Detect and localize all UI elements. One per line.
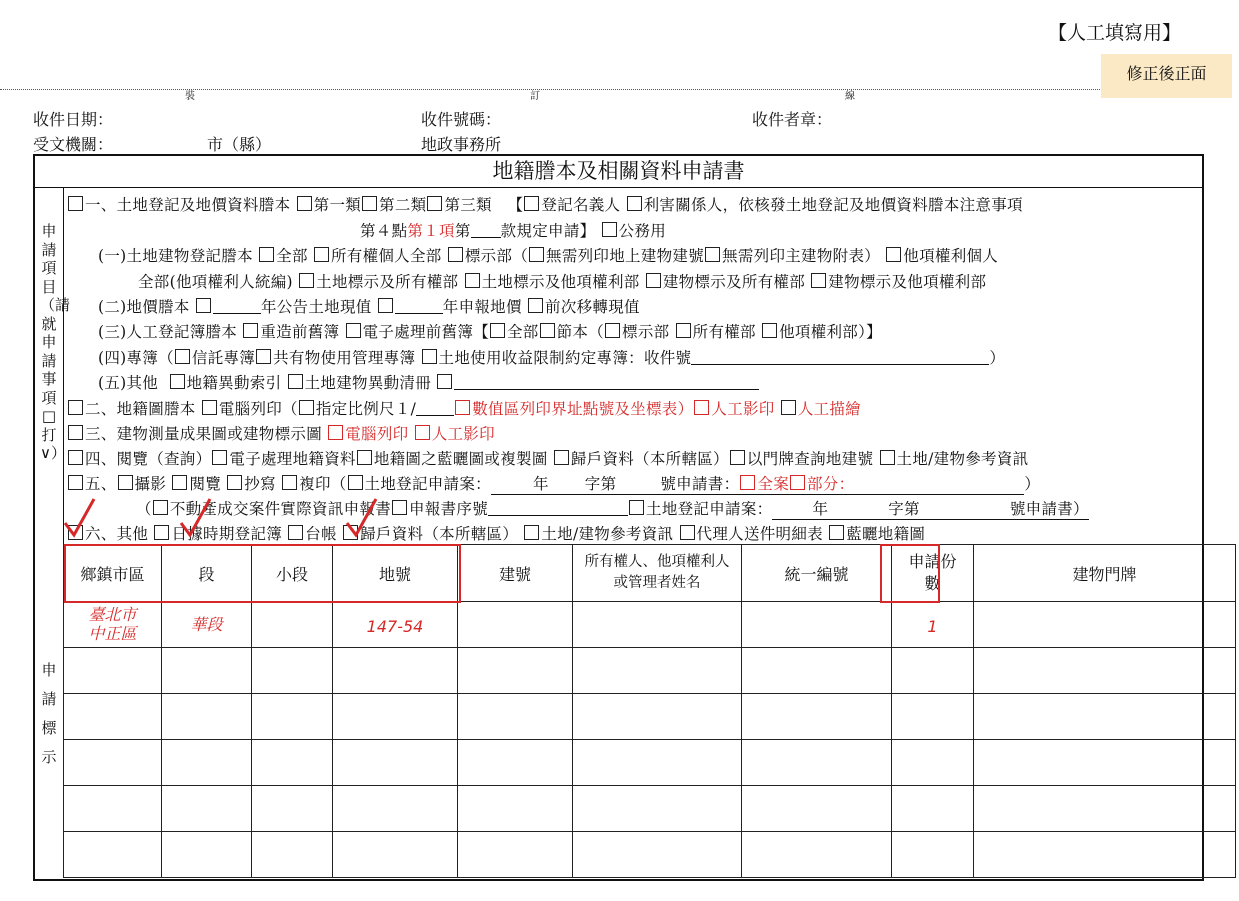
- checkbox-scale[interactable]: [299, 400, 314, 415]
- bldg-owner: 建物標示及所有權部: [662, 273, 806, 291]
- row-item-3: [67, 422, 495, 444]
- checkbox-owner-all[interactable]: [314, 247, 329, 262]
- checkbox-rebuilt-old[interactable]: [243, 323, 258, 338]
- header-copies: 申請份數: [892, 545, 974, 602]
- checkbox-no-building[interactable]: [529, 247, 544, 262]
- checkbox-computer-print[interactable]: [202, 400, 217, 415]
- trust: 信託專簿: [191, 349, 256, 367]
- checkbox-ownership-section[interactable]: [676, 323, 691, 338]
- cell[interactable]: [892, 786, 974, 832]
- receipt-no-label: 收件號碼：: [421, 110, 502, 129]
- checkbox-item-4[interactable]: [68, 450, 83, 465]
- copies-value: 1: [927, 617, 938, 636]
- other: (五)其他: [98, 374, 159, 392]
- point-4: 第４點: [360, 222, 408, 240]
- cell[interactable]: [573, 648, 742, 694]
- row-item-5: [67, 472, 1040, 495]
- household-2: 歸戶資料（本所轄區）: [360, 525, 519, 543]
- checkbox-full-case[interactable]: [740, 475, 755, 490]
- checkbox-door-lookup[interactable]: [730, 450, 745, 465]
- cell-building-no[interactable]: [458, 602, 573, 648]
- header-highlight-land: [64, 544, 461, 603]
- checkbox-item-2[interactable]: [68, 400, 83, 415]
- interested-party: 利害關係人，依核發土地登記及地價資料謄本注意事項: [643, 196, 1023, 214]
- cell[interactable]: [252, 694, 333, 740]
- partial: 部分：: [807, 475, 855, 493]
- check-mark-icon: [342, 495, 382, 541]
- checkbox-e-data[interactable]: [212, 450, 227, 465]
- open: （: [136, 500, 152, 518]
- all: 全部: [276, 247, 308, 265]
- cell[interactable]: [64, 648, 162, 694]
- word-no: 字第: [584, 475, 617, 493]
- manual-book: (三)人工登記簿謄本: [98, 323, 238, 341]
- bldg-rights: 建物標示及他項權利部: [828, 273, 987, 291]
- cell[interactable]: [573, 694, 742, 740]
- label-part: 標示部（: [464, 247, 529, 265]
- binding-mark-1: 裝: [185, 91, 195, 102]
- cell[interactable]: [64, 740, 162, 786]
- checkbox-transcribe[interactable]: [227, 475, 242, 490]
- building-transcript: (一)土地建物登記謄本: [98, 247, 253, 265]
- cell[interactable]: [458, 694, 573, 740]
- read: 閱覽: [189, 475, 222, 493]
- reg-application: 土地登記申請案：: [364, 475, 491, 493]
- checkbox-household[interactable]: [554, 450, 569, 465]
- cell[interactable]: [742, 648, 892, 694]
- land-application: 土地登記申請案：: [646, 500, 773, 518]
- cell[interactable]: [162, 740, 252, 786]
- class-2: 第二類: [379, 196, 427, 214]
- computer-print: 電腦列印（: [218, 400, 298, 418]
- cell[interactable]: [252, 740, 333, 786]
- city-label: 市（縣）: [207, 135, 272, 154]
- declaration-no: 申報書序號: [409, 500, 489, 518]
- section-value: 華段: [190, 615, 223, 634]
- cell[interactable]: [974, 786, 1236, 832]
- checkbox-all[interactable]: [259, 247, 274, 262]
- checkbox-class-3[interactable]: [427, 196, 442, 211]
- item-5: 五、: [85, 475, 117, 493]
- binding-mark-3: 線: [845, 91, 855, 102]
- table-row: [64, 694, 1236, 740]
- checkbox-rights-section[interactable]: [762, 323, 777, 338]
- checkbox-land-owner[interactable]: [299, 273, 314, 288]
- app-no-2: 號申請書）: [1009, 500, 1089, 518]
- table-row: [64, 832, 1236, 878]
- checkbox-photo[interactable]: [118, 475, 133, 490]
- app-no: 號申請書：: [660, 475, 740, 493]
- copy: 複印（: [299, 475, 347, 493]
- cell[interactable]: [573, 740, 742, 786]
- row-special-book: [98, 346, 1005, 368]
- cell[interactable]: [458, 832, 573, 878]
- land-owner: 土地標示及所有權部: [316, 273, 459, 291]
- word-no-2: 字第: [888, 500, 920, 518]
- checkbox-other-blank[interactable]: [437, 374, 452, 389]
- cell[interactable]: [252, 832, 333, 878]
- row-item-4: [67, 447, 1028, 469]
- cell[interactable]: [974, 832, 1236, 878]
- manual-draw: 人工描繪: [797, 400, 862, 418]
- checkbox-current-value[interactable]: [196, 298, 211, 313]
- pre-electronic: 電子處理前舊簿【: [362, 323, 489, 341]
- header-district: 鄉鎮市區: [64, 545, 162, 602]
- coordinates: 數值區列印界址點號及坐標表）: [472, 400, 694, 418]
- ownership-section: 所有權部: [692, 323, 756, 341]
- agent-list: 代理人送件明細表: [696, 525, 823, 543]
- checkbox-partial[interactable]: [790, 475, 805, 490]
- clause-prefix: 第: [454, 222, 471, 240]
- table-row: [64, 740, 1236, 786]
- district-city: 臺北市: [88, 605, 137, 624]
- year: 年: [532, 475, 549, 493]
- side-label-items: 申請項目（請就申請事項□打∨）: [40, 222, 71, 462]
- close-paren: ）: [989, 349, 1006, 367]
- checkbox-japanese-era[interactable]: [154, 525, 169, 540]
- cell[interactable]: [252, 786, 333, 832]
- reference: 土地/建物參考資訊: [896, 450, 1029, 468]
- header-door-plate: 建物門牌: [974, 545, 1236, 602]
- checkbox-change-list[interactable]: [288, 374, 303, 389]
- receiver-seal-label: 收件者章：: [752, 110, 833, 129]
- checkbox-declared-value[interactable]: [378, 298, 393, 313]
- cell[interactable]: [742, 786, 892, 832]
- usage-restriction: 土地使用收益限制約定專簿：收件號: [438, 349, 692, 367]
- cell[interactable]: [64, 694, 162, 740]
- cell-owner-name[interactable]: [573, 602, 742, 648]
- browse: 四、閱覽（查詢）: [85, 450, 212, 468]
- district-area: 中正區: [88, 624, 137, 643]
- real-estate: 不動產成交案件實際資訊申報書: [169, 500, 392, 518]
- lot-no-value: 147-54: [366, 617, 424, 636]
- rebuilt-old: 重造前舊簿: [260, 323, 340, 341]
- checkbox-pre-electronic[interactable]: [346, 323, 361, 338]
- cell[interactable]: [573, 786, 742, 832]
- cell-subsection[interactable]: [252, 602, 333, 648]
- row-item-5b: [136, 497, 1089, 520]
- checkbox-real-estate[interactable]: [153, 500, 168, 515]
- header-building-no: 建號: [458, 545, 573, 602]
- agency-label: 受文機關：: [33, 135, 114, 154]
- row-item-2: [67, 397, 861, 419]
- row-item-1: [67, 193, 1023, 215]
- label-section: 標示部: [622, 323, 670, 341]
- class-1: 第一類: [313, 196, 362, 214]
- cell[interactable]: [64, 832, 162, 878]
- clause-suffix: 款規定申請】: [500, 222, 596, 240]
- table-row: [64, 786, 1236, 832]
- cell[interactable]: [252, 648, 333, 694]
- no-appendix: 無需列印主建物附表）: [722, 247, 881, 265]
- checkbox-manual-draw[interactable]: [781, 400, 796, 415]
- cell-door-plate[interactable]: [974, 602, 1236, 648]
- checkbox-co-owned[interactable]: [256, 349, 271, 364]
- blueprint: 地籍圖之藍曬圖或複製圖: [373, 450, 548, 468]
- cell[interactable]: [742, 694, 892, 740]
- abridged: 節本（: [556, 323, 605, 341]
- checkbox-reg-application[interactable]: [348, 475, 363, 490]
- header-subsection: 小段: [252, 545, 333, 602]
- checkbox-blueprint-map[interactable]: [829, 525, 844, 540]
- cell[interactable]: [742, 740, 892, 786]
- binding-mark-2: 訂: [530, 91, 540, 102]
- header-owner-name: 所有權人、他項權利人或管理者姓名: [573, 545, 742, 602]
- ledger: 台帳: [305, 525, 337, 543]
- checkbox-usage-restriction[interactable]: [422, 349, 437, 364]
- official-use: 公務用: [618, 222, 667, 240]
- cell[interactable]: [458, 648, 573, 694]
- correction-note: 修正後正面: [1101, 54, 1232, 98]
- change-list: 土地建物異動清冊: [304, 374, 432, 392]
- checkbox-interested-party[interactable]: [627, 196, 642, 211]
- checkbox-read[interactable]: [172, 475, 187, 490]
- land-value: (二)地價謄本: [98, 298, 190, 316]
- checkbox-full[interactable]: [490, 323, 505, 338]
- checkbox-official[interactable]: [602, 222, 617, 237]
- cell-copies[interactable]: [892, 602, 974, 648]
- clause-1: 第１項: [407, 222, 455, 240]
- item-label: 一、土地登記及地價資料謄本: [85, 196, 291, 214]
- header-id-no: 統一編號: [742, 545, 892, 602]
- side-label-target: 申請標示: [41, 661, 57, 766]
- cell[interactable]: [892, 832, 974, 878]
- checkbox-abridged[interactable]: [540, 323, 555, 338]
- no-building: 無需列印地上建物建號: [546, 247, 705, 265]
- bldg-computer-print: 電腦列印: [345, 425, 409, 443]
- transcribe: 抄寫: [244, 475, 276, 493]
- full: 全部: [507, 323, 539, 341]
- checkbox-copy[interactable]: [282, 475, 297, 490]
- checkbox-trust[interactable]: [175, 349, 190, 364]
- checkbox-class-2[interactable]: [362, 196, 377, 211]
- other-items: 六、其他: [85, 525, 149, 543]
- year-2: 年: [812, 500, 829, 518]
- co-owned: 共有物使用管理專簿: [273, 349, 416, 367]
- class-3: 第三類: [444, 196, 492, 214]
- cell[interactable]: [892, 694, 974, 740]
- table-row: [64, 602, 1236, 648]
- japanese-era: 日據時期登記簿: [171, 525, 283, 543]
- checkbox-manual-copy[interactable]: [694, 400, 709, 415]
- checkbox-declaration-no[interactable]: [392, 500, 407, 515]
- manual-copy: 人工影印: [711, 400, 775, 418]
- household: 歸戶資料（本所轄區）: [570, 450, 729, 468]
- cell[interactable]: [64, 786, 162, 832]
- special-book: (四)專簿（: [98, 349, 174, 367]
- checkbox-registered-owner[interactable]: [524, 196, 539, 211]
- checkbox-item-3[interactable]: [68, 425, 83, 440]
- cell[interactable]: [333, 832, 458, 878]
- bracket: 【: [507, 196, 524, 214]
- header-highlight-copies: [880, 544, 940, 603]
- manual-fill-label: 【人工填寫用】: [1048, 22, 1182, 44]
- form-title: 地籍謄本及相關資料申請書: [35, 156, 1202, 188]
- checkbox-bldg-manual-copy[interactable]: [415, 425, 430, 440]
- photo: 攝影: [134, 475, 167, 493]
- row-other: [98, 371, 759, 393]
- cell[interactable]: [333, 740, 458, 786]
- checkbox-bldg-computer-print[interactable]: [328, 425, 343, 440]
- change-index: 地籍異動索引: [186, 374, 282, 392]
- full-case: 全案: [757, 475, 789, 493]
- checkbox-blueprint[interactable]: [357, 450, 372, 465]
- cell-section[interactable]: [162, 602, 252, 648]
- header-section: 段: [162, 545, 252, 602]
- bldg-manual-copy: 人工影印: [431, 425, 495, 443]
- checkbox-no-appendix[interactable]: [705, 247, 720, 262]
- checkbox-change-index[interactable]: [170, 374, 185, 389]
- row-building-transcript-2: [138, 270, 986, 292]
- reference-2: 土地/建物參考資訊: [541, 525, 674, 543]
- checkbox-ledger[interactable]: [288, 525, 303, 540]
- checkbox-land-application[interactable]: [629, 500, 644, 515]
- cell[interactable]: [333, 786, 458, 832]
- header-lot-no: 地號: [333, 545, 458, 602]
- scale: 指定比例尺１/: [315, 400, 417, 418]
- cell[interactable]: [162, 648, 252, 694]
- other-rights-all: 全部(他項權利人統編): [138, 273, 293, 291]
- cell[interactable]: [573, 832, 742, 878]
- door-lookup: 以門牌查詢地建號: [746, 450, 874, 468]
- cell-lot-no[interactable]: [333, 602, 458, 648]
- checkbox-bldg-rights[interactable]: [811, 273, 826, 288]
- cell[interactable]: [458, 786, 573, 832]
- office-label: 地政事務所: [421, 135, 502, 154]
- checkbox-agent-list[interactable]: [680, 525, 695, 540]
- row-item-1b: [360, 219, 666, 241]
- cell[interactable]: [333, 648, 458, 694]
- cell[interactable]: [892, 740, 974, 786]
- checkbox-bldg-owner[interactable]: [646, 273, 661, 288]
- close: ）: [1024, 475, 1041, 493]
- cell[interactable]: [458, 740, 573, 786]
- row-building-transcript: [98, 244, 998, 266]
- cell[interactable]: [162, 786, 252, 832]
- e-data: 電子處理地籍資料: [229, 450, 356, 468]
- cadastral-map: 二、地籍圖謄本: [85, 400, 196, 418]
- receipt-date-label: 收件日期：: [33, 110, 114, 129]
- check-mark-icon: [176, 495, 216, 541]
- row-manual-book: [98, 320, 882, 342]
- checkbox-coordinates[interactable]: [455, 400, 470, 415]
- checkbox-label-part[interactable]: [448, 247, 463, 262]
- table-row: [64, 648, 1236, 694]
- blueprint-map: 藍曬地籍圖: [846, 525, 926, 543]
- checkbox-reference-2[interactable]: [524, 525, 539, 540]
- cell[interactable]: [162, 694, 252, 740]
- checkbox-class-1[interactable]: [297, 196, 312, 211]
- building-survey: 三、建物測量成果圖或建物標示圖: [85, 425, 323, 443]
- checkbox-reference[interactable]: [880, 450, 895, 465]
- cell[interactable]: [742, 832, 892, 878]
- checkbox-land-rights[interactable]: [465, 273, 480, 288]
- cell-id-no[interactable]: [742, 602, 892, 648]
- other-rights: 他項權利個人: [903, 247, 999, 265]
- land-rights: 土地標示及他項權利部: [481, 273, 640, 291]
- cell[interactable]: [333, 694, 458, 740]
- checkbox-item-5[interactable]: [68, 475, 83, 490]
- cell[interactable]: [892, 648, 974, 694]
- declared-value: 年申報地價: [442, 298, 522, 316]
- owner-all: 所有權個人全部: [330, 247, 442, 265]
- cell[interactable]: [974, 694, 1236, 740]
- checkbox-label-section[interactable]: [605, 323, 620, 338]
- cell[interactable]: [974, 648, 1236, 694]
- cell[interactable]: [162, 832, 252, 878]
- rights-section: 他項權利部）】: [779, 323, 882, 341]
- check-mark-icon: [60, 495, 100, 541]
- cell-district[interactable]: [64, 602, 162, 648]
- row-land-value: [98, 295, 640, 317]
- checkbox-prior-transfer[interactable]: [528, 298, 543, 313]
- binding-dotted-line: [0, 89, 1100, 90]
- prior-transfer: 前次移轉現值: [545, 298, 640, 316]
- current-value: 年公告土地現值: [260, 298, 372, 316]
- checkbox-item-1[interactable]: [68, 196, 83, 211]
- registered-owner: 登記名義人: [541, 196, 621, 214]
- cell[interactable]: [974, 740, 1236, 786]
- checkbox-other-rights[interactable]: [886, 247, 901, 262]
